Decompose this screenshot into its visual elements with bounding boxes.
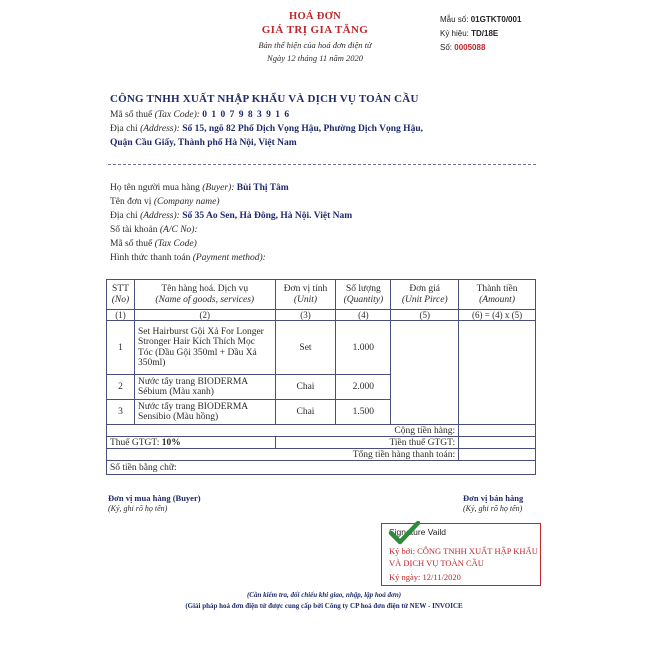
signature-valid-label: Signature Vaild bbox=[389, 527, 447, 537]
invoice-title: HOÁ ĐƠN bbox=[289, 11, 341, 22]
subtotal-value bbox=[459, 425, 536, 437]
vat-rate: Thuế GTGT: 10% bbox=[107, 437, 276, 449]
in-words-row bbox=[107, 461, 536, 475]
signed-date: Ký ngày: 12/11/2020 bbox=[389, 572, 461, 582]
table-header-row bbox=[107, 280, 536, 310]
buyer-signature-note: (Ký, ghi rõ họ tên) bbox=[108, 504, 168, 513]
row-quantity: 1.500 bbox=[336, 400, 391, 425]
seller-name: CÔNG TNHH XUẤT NHẬP KHẨU VÀ DỊCH VỤ TOÀN CẦU bbox=[110, 93, 419, 105]
row-name: Set Hairburst Gội Xả For Longer Stronger Hair Kích Thích Mọc Tóc (Dầu Gội 350ml + Dầu Xả 350ml) bbox=[134, 321, 275, 375]
seller-address-line2: Quận Cầu Giấy, Thành phố Hà Nội, Việt Nam bbox=[110, 138, 297, 148]
invoice-type: GIÁ TRỊ GIA TĂNG bbox=[261, 24, 369, 36]
grand-total-label: Tổng tiền hàng thanh toán: bbox=[107, 449, 459, 461]
row-no: 3 bbox=[107, 400, 135, 425]
buyer-address-value: Số 35 Ao Sen, Hà Đông, Hà Nội. Việt Nam bbox=[182, 211, 353, 221]
seller-signature-note: (Ký, ghi rõ họ tên) bbox=[463, 504, 523, 513]
footer-note: (Cần kiểm tra, đối chiếu khi giao, nhập, lập hoá đơn) bbox=[246, 591, 402, 599]
header-unit: Đơn vị tính (Unit) bbox=[275, 280, 336, 310]
form-number bbox=[440, 15, 521, 24]
row-name: Nước tẩy trang BIODERMA Sébium (Màu xanh) bbox=[134, 375, 275, 400]
row-unit: Chai bbox=[275, 375, 336, 400]
buyer-name-value: Bùi Thị Tâm bbox=[236, 183, 289, 193]
vat-amount-value bbox=[459, 437, 536, 449]
row-unit: Set bbox=[275, 321, 336, 375]
row-unit-price bbox=[391, 321, 459, 425]
buyer-name: Họ tên người mua hàng (Buyer): Bùi Thị Tâm bbox=[110, 183, 289, 193]
divider bbox=[108, 164, 536, 165]
items-table bbox=[106, 279, 536, 475]
seller-signature-title: Đơn vị bán hàng bbox=[463, 493, 524, 503]
seller-tax-value: 0 1 0 7 9 8 3 9 1 6 bbox=[202, 110, 291, 120]
invoice-number bbox=[440, 43, 485, 52]
grand-total-row bbox=[107, 449, 536, 461]
vat-rate-value: 10% bbox=[161, 437, 181, 448]
row-quantity: 2.000 bbox=[336, 375, 391, 400]
row-unit: Chai bbox=[275, 400, 336, 425]
invoice-number-value: 0005088 bbox=[454, 43, 486, 52]
invoice-symbol-value: TD/18E bbox=[471, 29, 499, 38]
seller-address-line1: Số 15, ngõ 82 Phố Dịch Vọng Hậu, Phường Dịch Vọng Hậu, bbox=[182, 124, 423, 134]
signed-by: Ký bởi: CÔNG TNHH XUẤT HẬP KHẨU VÀ DỊCH VỤ TOÀN CẦU bbox=[389, 546, 538, 568]
row-name: Nước tẩy trang BIODERMA Sensibio (Màu hồng) bbox=[134, 400, 275, 425]
in-words-label: Số tiền bằng chữ: bbox=[107, 461, 536, 475]
buyer-company: Tên đơn vị (Company name) bbox=[110, 197, 220, 207]
header-amount: Thành tiền (Amount) bbox=[459, 280, 536, 310]
header-quantity: Số lượng (Quantity) bbox=[336, 280, 391, 310]
row-no: 2 bbox=[107, 375, 135, 400]
invoice-date: Ngày 12 tháng 11 năm 2020 bbox=[267, 53, 363, 63]
header-no: STT (No) bbox=[107, 280, 135, 310]
checkmark-icon bbox=[388, 521, 420, 545]
buyer-address: Địa chỉ (Address): Số 35 Ao Sen, Hà Đông, Hà Nội. Việt Nam bbox=[110, 211, 353, 221]
vat-row bbox=[107, 437, 536, 449]
subtotal-row bbox=[107, 425, 536, 437]
subtotal-label: Cộng tiền hàng: bbox=[107, 425, 459, 437]
invoice-symbol bbox=[440, 29, 498, 38]
form-number-label: Mẫu số: bbox=[440, 15, 469, 24]
seller-address-cont bbox=[110, 138, 297, 148]
vat-amount-label: Tiền thuế GTGT: bbox=[275, 437, 459, 449]
row-quantity: 1.000 bbox=[336, 321, 391, 375]
invoice-number-label: Số: bbox=[440, 43, 453, 52]
footer-provider: (Giải pháp hoá đơn điện tử được cung cấp bởi Công ty CP hoá đơn điện tử NEW - INVOICE bbox=[185, 602, 463, 610]
row-amount bbox=[459, 321, 536, 425]
row-no: 1 bbox=[107, 321, 135, 375]
seller-tax-code: Mã số thuế (Tax Code): 0 1 0 7 9 8 3 9 1 6 bbox=[110, 110, 291, 120]
header-unit-price: Đơn giá (Unit Pirce) bbox=[391, 280, 459, 310]
table-row bbox=[107, 321, 536, 375]
buyer-tax-code: Mã số thuế (Tax Code) bbox=[110, 239, 197, 249]
form-number-value: 01GTKT0/001 bbox=[470, 15, 522, 24]
invoice-subtitle: Bản thể hiện của hoá đơn điện tử bbox=[258, 40, 372, 50]
grand-total-value bbox=[459, 449, 536, 461]
buyer-signature-title: Đơn vị mua hàng (Buyer) bbox=[108, 493, 201, 503]
seller-address: Địa chỉ (Address): Số 15, ngõ 82 Phố Dịch Vọng Hậu, Phường Dịch Vọng Hậu, bbox=[110, 124, 423, 134]
buyer-account: Số tài khoản (A/C No): bbox=[110, 225, 198, 235]
payment-method: Hình thức thanh toán (Payment method): bbox=[110, 253, 266, 263]
header-name: Tên hàng hoá. Dịch vụ (Name of goods, services) bbox=[134, 280, 275, 310]
invoice-symbol-label: Ký hiệu: bbox=[440, 29, 469, 38]
column-number-row: (1) (2) (3) (4) (5) (6) = (4) x (5) bbox=[107, 310, 536, 321]
